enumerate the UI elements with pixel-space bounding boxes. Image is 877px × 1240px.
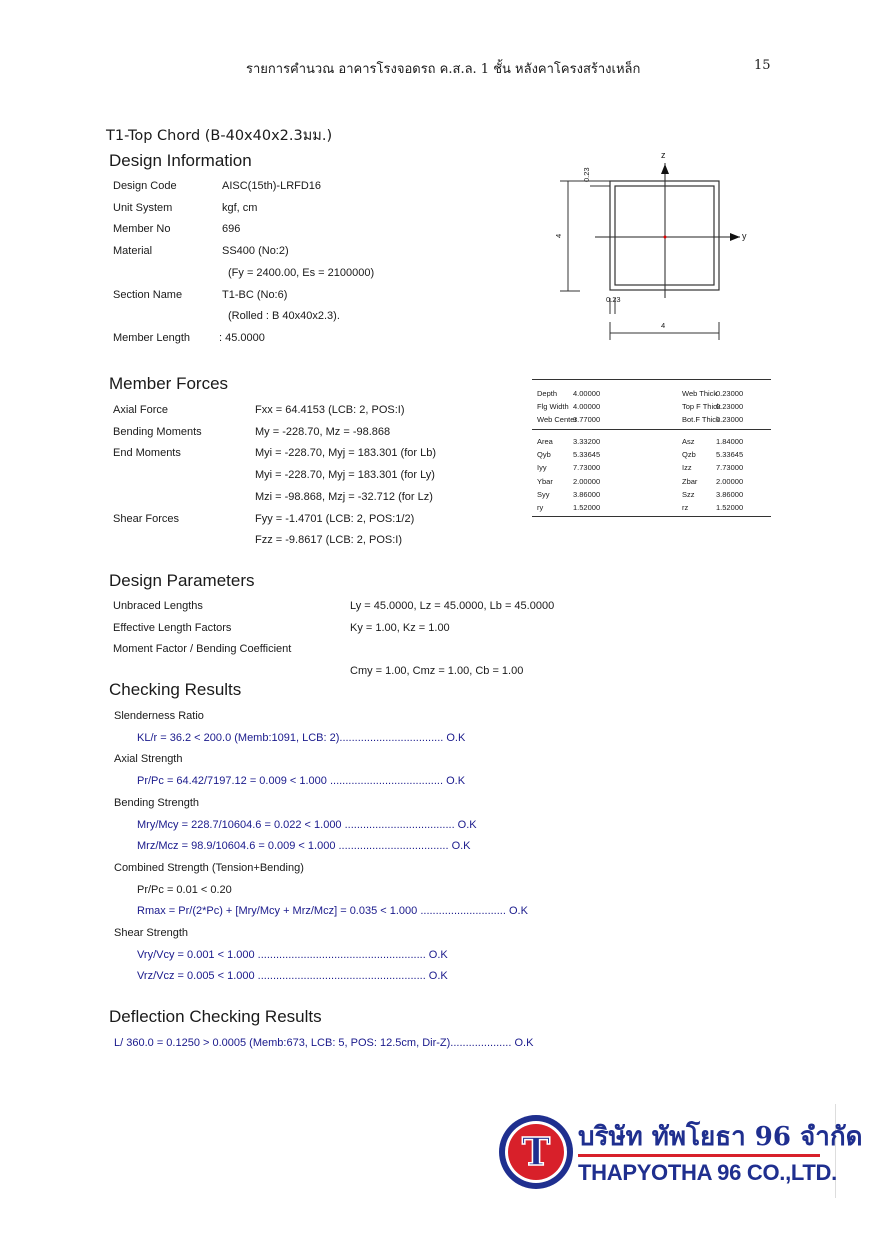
props-cell: 5.33645 bbox=[716, 450, 744, 460]
props-cell: 0.23000 bbox=[716, 389, 744, 398]
design-param-value: Cmy = 1.00, Cmz = 1.00, Cb = 1.00 bbox=[350, 665, 524, 678]
dim-bottom-width: 4 bbox=[661, 321, 666, 330]
page-number: 15 bbox=[754, 58, 771, 73]
props-cell: 3.33200 bbox=[573, 437, 601, 446]
member-force-value: Myi = -228.70, Myj = 183.301 (for Lb) bbox=[255, 447, 436, 460]
props-cell: 1.84000 bbox=[716, 437, 744, 446]
bending-strength-label: Bending Strength bbox=[114, 797, 200, 809]
props-cell: Ybar bbox=[537, 476, 553, 486]
props-cell: Area bbox=[537, 437, 553, 446]
design-param-label: Unbraced Lengths bbox=[113, 600, 203, 612]
design-info-value: (Rolled : B 40x40x2.3). bbox=[228, 310, 340, 323]
props-cell: Flg Width bbox=[537, 402, 569, 411]
member-force-value: Fxx = 64.4153 (LCB: 2, POS:I) bbox=[255, 404, 405, 416]
company-logo bbox=[484, 1104, 863, 1198]
props-cell: Qzb bbox=[682, 450, 696, 460]
design-info-value: AISC(15th)-LRFD16 bbox=[222, 180, 322, 192]
table-rule-bottom bbox=[532, 516, 771, 517]
design-info-label: Member No bbox=[113, 223, 171, 236]
props-cell: 0.23000 bbox=[716, 415, 744, 424]
props-cell: Bot.F Thick bbox=[682, 415, 720, 424]
design-info-value: T1-BC (No:6) bbox=[222, 288, 288, 301]
design-info-label: Member Length bbox=[113, 331, 191, 344]
member-force-value: Fzz = -9.8617 (LCB: 2, POS:I) bbox=[255, 534, 403, 547]
design-params-heading: Design Parameters bbox=[109, 571, 255, 590]
props-cell: 1.52000 bbox=[573, 503, 601, 512]
table-rule-top bbox=[532, 379, 771, 380]
props-cell: 7.73000 bbox=[716, 463, 744, 473]
combined-strength-ratio: Pr/Pc = 0.01 < 0.20 bbox=[137, 884, 232, 896]
member-force-label: Axial Force bbox=[113, 404, 169, 416]
design-param-label: Moment Factor / Bending Coefficient bbox=[113, 643, 292, 656]
props-cell: 4.00000 bbox=[573, 402, 601, 411]
combined-strength-result: Rmax = Pr/(2*Pc) + [Mry/Mcy + Mrz/Mcz] = 0.035 < 1.000 ............................ O.K bbox=[137, 905, 528, 917]
slenderness-label: Slenderness Ratio bbox=[114, 710, 204, 722]
member-force-value: Mzi = -98.868, Mzj = -32.712 (for Lz) bbox=[255, 490, 433, 503]
axial-strength-label: Axial Strength bbox=[114, 753, 183, 765]
deflection-result: L/ 360.0 = 0.1250 > 0.0005 (Memb:673, LCB: 5, POS: 12.5cm, Dir-Z).................... O.K bbox=[114, 1037, 534, 1049]
dim-top-thickness: 0.23 bbox=[582, 167, 591, 182]
props-cell: Zbar bbox=[682, 476, 698, 486]
props-cell: Qyb bbox=[537, 450, 551, 460]
deflection-heading: Deflection Checking Results bbox=[109, 1007, 322, 1026]
logo-emblem bbox=[496, 1112, 576, 1192]
props-cell: Syy bbox=[537, 489, 550, 499]
design-info-value: (Fy = 2400.00, Es = 2100000) bbox=[228, 266, 375, 279]
design-param-value: Ky = 1.00, Kz = 1.00 bbox=[350, 621, 450, 634]
combined-strength-label: Combined Strength (Tension+Bending) bbox=[114, 862, 304, 874]
props-cell: 5.33645 bbox=[573, 450, 601, 460]
member-force-label: End Moments bbox=[113, 447, 181, 460]
member-force-value: Fyy = -1.4701 (LCB: 2, POS:1/2) bbox=[255, 512, 415, 525]
shear-strength-result-z: Vrz/Vcz = 0.005 < 1.000 ....................................................... O.K bbox=[137, 970, 448, 982]
shear-strength-label: Shear Strength bbox=[114, 927, 188, 939]
design-info-value: 696 bbox=[222, 223, 241, 236]
props-cell: Szz bbox=[682, 489, 695, 499]
axis-z-label: z bbox=[661, 150, 666, 160]
axial-strength-result: Pr/Pc = 64.42/7197.12 = 0.009 < 1.000 ..................................... O.K bbox=[137, 775, 466, 787]
props-cell: 2.00000 bbox=[716, 476, 744, 486]
shear-strength-result-y: Vry/Vcy = 0.001 < 1.000 ....................................................... O.K bbox=[137, 949, 448, 961]
design-info-label: Material bbox=[113, 245, 153, 258]
table-rule-middle bbox=[532, 429, 771, 430]
props-cell: 3.86000 bbox=[716, 489, 744, 499]
design-info-label: Design Code bbox=[113, 180, 177, 192]
props-cell: 4.00000 bbox=[573, 389, 601, 398]
design-info-heading: Design Information bbox=[109, 151, 252, 170]
props-cell: 2.00000 bbox=[573, 476, 601, 486]
props-cell: 3.77000 bbox=[573, 415, 601, 424]
slenderness-result: KL/r = 36.2 < 200.0 (Memb:1091, LCB: 2).................................. O.K bbox=[137, 732, 466, 744]
props-cell: Web Center bbox=[537, 415, 577, 424]
props-cell: 0.23000 bbox=[716, 402, 744, 411]
bending-strength-result-y: Mry/Mcy = 228.7/10604.6 = 0.022 < 1.000 .................................... O.K bbox=[137, 819, 477, 831]
props-cell: 3.86000 bbox=[573, 489, 601, 499]
checking-heading: Checking Results bbox=[109, 680, 242, 699]
section-title: T1-Top Chord (B-40x40x2.3มม.) bbox=[106, 128, 333, 144]
props-cell: ry bbox=[537, 503, 544, 512]
design-info-value: : 45.0000 bbox=[219, 331, 265, 344]
svg-text:T: T bbox=[521, 1129, 551, 1174]
logo-english-name: THAPYOTHA 96 CO.,LTD. bbox=[578, 1160, 837, 1185]
axis-y-label: y bbox=[742, 231, 747, 241]
design-info-label: Unit System bbox=[113, 201, 173, 214]
design-info-value: kgf, cm bbox=[222, 201, 258, 214]
props-cell: Web Thick bbox=[682, 389, 718, 398]
dim-left-depth: 4 bbox=[554, 233, 563, 238]
props-cell: rz bbox=[682, 503, 689, 512]
member-force-label: Bending Moments bbox=[113, 425, 202, 438]
member-forces-heading: Member Forces bbox=[109, 374, 229, 393]
logo-thai-name: บริษัท ทัพโยธา 96 จำกัด bbox=[578, 1122, 863, 1152]
design-param-label: Effective Length Factors bbox=[113, 621, 232, 634]
member-force-label: Shear Forces bbox=[113, 512, 180, 525]
props-cell: Depth bbox=[537, 389, 558, 398]
props-cell: Asz bbox=[682, 437, 695, 446]
design-info-label: Section Name bbox=[113, 288, 183, 301]
props-cell: 1.52000 bbox=[716, 503, 744, 512]
props-cell: Iyy bbox=[537, 463, 547, 473]
design-info-value: SS400 (No:2) bbox=[222, 245, 289, 258]
props-cell: 7.73000 bbox=[573, 463, 601, 473]
props-cell: Izz bbox=[682, 463, 692, 473]
design-param-value: Ly = 45.0000, Lz = 45.0000, Lb = 45.0000 bbox=[350, 600, 555, 612]
page-header-title: รายการคำนวณ อาคารโรงจอดรถ ค.ส.ล. 1 ชั้น หลังคาโครงสร้างเหล็ก bbox=[246, 62, 641, 77]
dim-bottom-thickness: 0.23 bbox=[606, 295, 621, 304]
member-force-value: My = -228.70, Mz = -98.868 bbox=[255, 425, 391, 438]
bending-strength-result-z: Mrz/Mcz = 98.9/10604.6 = 0.009 < 1.000 .................................... O.K bbox=[137, 840, 471, 852]
logo-red-rule bbox=[578, 1154, 820, 1157]
member-force-value: Myi = -228.70, Myj = 183.301 (for Ly) bbox=[255, 469, 435, 482]
props-cell: Top F Thick bbox=[682, 402, 721, 411]
